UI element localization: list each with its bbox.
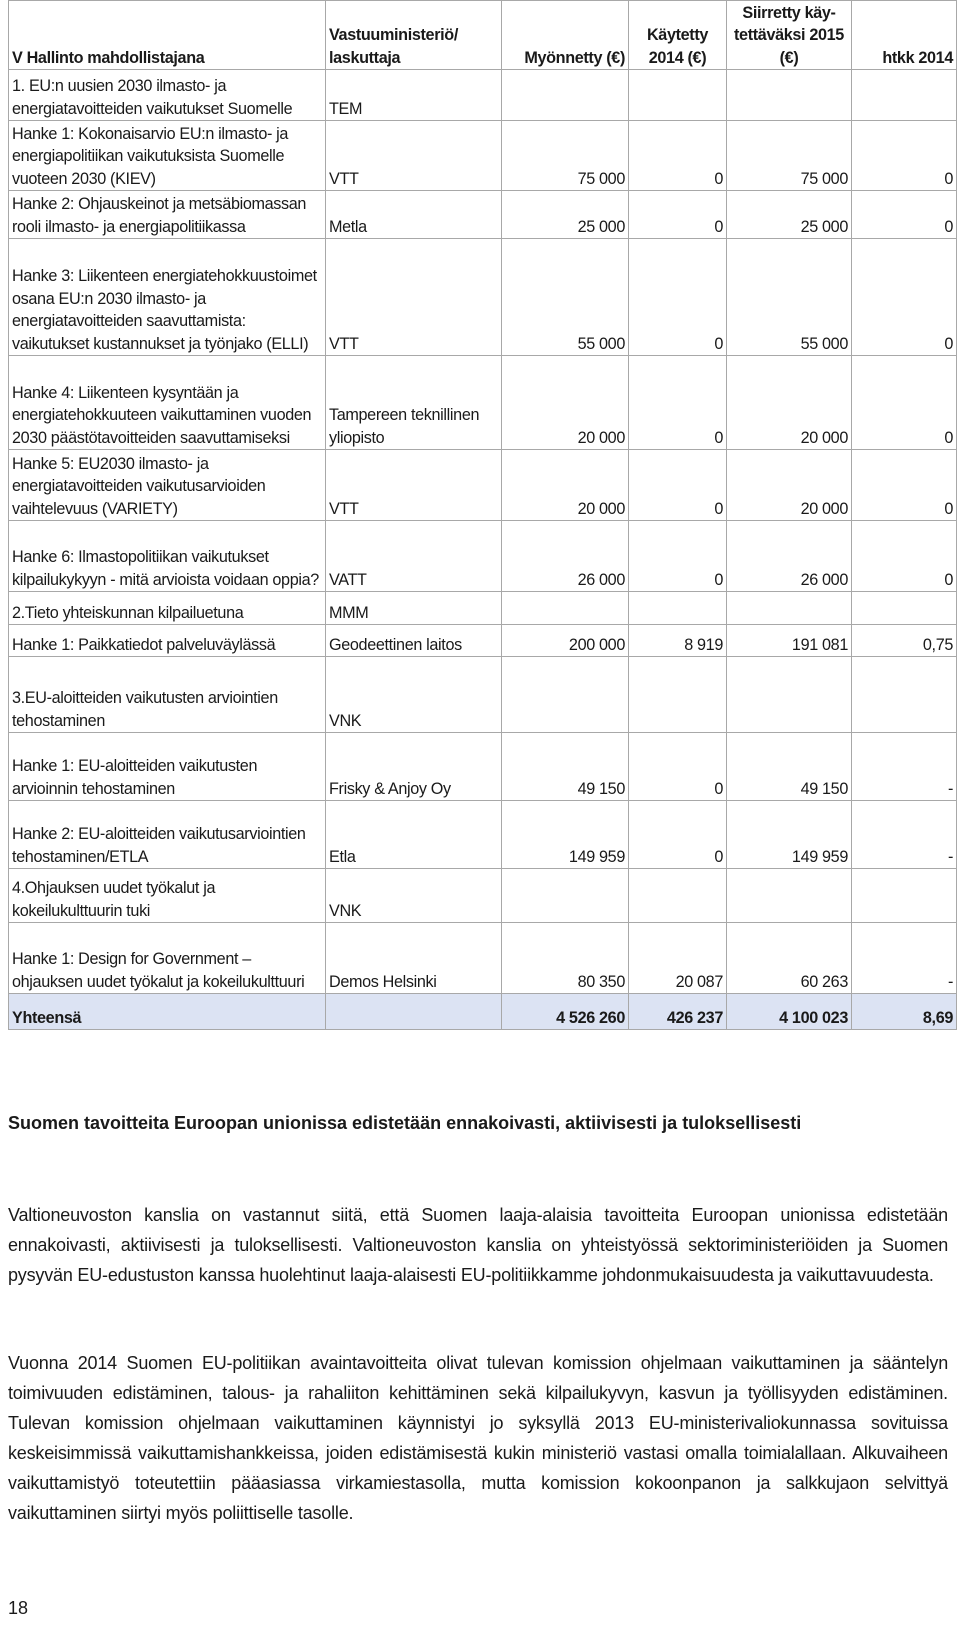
row-granted: 55 000 xyxy=(502,239,629,356)
total-used: 426 237 xyxy=(629,994,727,1030)
row-used: 0 xyxy=(629,191,727,239)
row-responsible: VNK xyxy=(326,657,502,733)
row-person-years: 0 xyxy=(852,356,957,450)
row-used xyxy=(629,869,727,923)
row-used: 0 xyxy=(629,733,727,801)
row-name: 1. EU:n uusien 2030 ilmasto- ja energiatavoitteiden vaikutukset Suomelle xyxy=(9,70,326,121)
row-transferred: 49 150 xyxy=(727,733,852,801)
row-granted: 49 150 xyxy=(502,733,629,801)
row-transferred: 25 000 xyxy=(727,191,852,239)
table-row xyxy=(9,625,957,657)
row-granted: 26 000 xyxy=(502,521,629,592)
row-transferred: 26 000 xyxy=(727,521,852,592)
row-responsible: Etla xyxy=(326,801,502,869)
row-person-years: 0 xyxy=(852,191,957,239)
row-used: 0 xyxy=(629,801,727,869)
header-person-years: htkk 2014 xyxy=(852,1,957,70)
header-granted: Myönnetty (€) xyxy=(502,1,629,70)
row-granted: 149 959 xyxy=(502,801,629,869)
row-responsible: TEM xyxy=(326,70,502,121)
row-transferred xyxy=(727,592,852,625)
row-name: Hanke 1: Design for Government – ohjauksen uudet työkalut ja kokeilukulttuuri xyxy=(9,923,326,994)
row-granted: 200 000 xyxy=(502,625,629,657)
header-used: Käytetty 2014 (€) xyxy=(629,1,727,70)
table-body xyxy=(9,70,957,1030)
row-person-years xyxy=(852,869,957,923)
total-label: Yhteensä xyxy=(9,994,326,1030)
row-name: Hanke 1: EU-aloitteiden vaikutusten arvioinnin tehostaminen xyxy=(9,733,326,801)
row-used: 0 xyxy=(629,121,727,191)
row-transferred: 20 000 xyxy=(727,356,852,450)
row-used xyxy=(629,592,727,625)
row-responsible: Demos Helsinki xyxy=(326,923,502,994)
table-row xyxy=(9,450,957,521)
header-section: V Hallinto mahdollistajana xyxy=(9,1,326,70)
table-row xyxy=(9,923,957,994)
row-granted xyxy=(502,869,629,923)
row-granted: 20 000 xyxy=(502,450,629,521)
row-used: 0 xyxy=(629,239,727,356)
total-granted: 4 526 260 xyxy=(502,994,629,1030)
page xyxy=(8,0,960,1618)
row-responsible: VTT xyxy=(326,121,502,191)
row-transferred xyxy=(727,869,852,923)
table-row xyxy=(9,191,957,239)
row-transferred xyxy=(727,657,852,733)
row-person-years: 0,75 xyxy=(852,625,957,657)
row-responsible: VATT xyxy=(326,521,502,592)
total-transferred: 4 100 023 xyxy=(727,994,852,1030)
section-heading: Suomen tavoitteita Euroopan unionissa edistetään ennakoivasti, aktiivisesti ja tuloksellisesti xyxy=(8,1113,802,1133)
row-responsible: Tampereen teknillinen yliopisto xyxy=(326,356,502,450)
row-person-years: 0 xyxy=(852,121,957,191)
total-responsible-empty xyxy=(326,994,502,1030)
row-responsible: Frisky & Anjoy Oy xyxy=(326,733,502,801)
total-row xyxy=(9,994,957,1030)
row-name: Hanke 5: EU2030 ilmasto- ja energiatavoitteiden vaikutusarvioiden vaihtelevuus (VARIETY) xyxy=(9,450,326,521)
row-granted: 20 000 xyxy=(502,356,629,450)
row-transferred: 55 000 xyxy=(727,239,852,356)
row-person-years: - xyxy=(852,923,957,994)
row-transferred: 149 959 xyxy=(727,801,852,869)
row-responsible: MMM xyxy=(326,592,502,625)
row-person-years: 0 xyxy=(852,450,957,521)
row-name: 2.Tieto yhteiskunnan kilpailuetuna xyxy=(9,592,326,625)
row-granted: 25 000 xyxy=(502,191,629,239)
row-granted xyxy=(502,70,629,121)
page-number: 18 xyxy=(8,1598,29,1618)
row-person-years xyxy=(852,657,957,733)
row-used: 20 087 xyxy=(629,923,727,994)
table-row xyxy=(9,657,957,733)
row-transferred: 191 081 xyxy=(727,625,852,657)
table-row xyxy=(9,70,957,121)
row-granted xyxy=(502,657,629,733)
row-person-years: 0 xyxy=(852,521,957,592)
row-used: 0 xyxy=(629,521,727,592)
row-name: 3.EU-aloitteiden vaikutusten arviointien tehostaminen xyxy=(9,657,326,733)
table-header-row xyxy=(9,1,957,70)
row-transferred: 60 263 xyxy=(727,923,852,994)
row-used: 0 xyxy=(629,450,727,521)
row-transferred xyxy=(727,70,852,121)
table-row xyxy=(9,801,957,869)
row-responsible: Metla xyxy=(326,191,502,239)
table-row xyxy=(9,521,957,592)
row-responsible: VTT xyxy=(326,239,502,356)
row-used xyxy=(629,657,727,733)
row-responsible: VNK xyxy=(326,869,502,923)
header-transferred: Siirretty käy-tettäväksi 2015 (€) xyxy=(727,1,852,70)
row-transferred: 20 000 xyxy=(727,450,852,521)
row-person-years xyxy=(852,592,957,625)
row-name: Hanke 2: EU-aloitteiden vaikutusarviointien tehostaminen/ETLA xyxy=(9,801,326,869)
budget-table xyxy=(8,0,957,1030)
row-granted xyxy=(502,592,629,625)
header-responsible: Vastuuministeriö/ laskuttaja xyxy=(326,1,502,70)
table-row xyxy=(9,239,957,356)
row-granted: 75 000 xyxy=(502,121,629,191)
row-used xyxy=(629,70,727,121)
row-name: Hanke 4: Liikenteen kysyntään ja energiatehokkuuteen vaikuttaminen vuoden 2030 päästötavoitteiden saavuttamiseksi xyxy=(9,356,326,450)
row-granted: 80 350 xyxy=(502,923,629,994)
table-row xyxy=(9,592,957,625)
row-person-years xyxy=(852,70,957,121)
row-used: 0 xyxy=(629,356,727,450)
body-paragraph: Valtioneuvoston kanslia on vastannut siitä, että Suomen laaja-alaisia tavoitteita Euroopan unionissa edistetään ennakoivasti, aktiivisesti ja tuloksellisesti. Valtioneuvoston kanslia on yhteistyössä sektoriministeriöiden ja Suomen pysyvän EU-edustuston kanssa huolehtinut laaja-alaisesti EU-politiikkamme johdonmukaisuudesta ja vaikuttavuudesta. xyxy=(8,1205,948,1285)
body-paragraph: Vuonna 2014 Suomen EU-politiikan avaintavoitteita olivat tulevan komission ohjelmaan vaikuttaminen ja sääntelyn toimivuuden edistäminen, talous- ja rahaliiton kehittäminen sekä kilpailukyvyn, kasvun ja työllisyyden edistäminen. Tulevan komission ohjelmaan vaikuttaminen käynnistyi jo syksyllä 2013 EU-ministerivaliokunnassa sovituissa keskeisimmissä vaikuttamishankkeissa, joiden edistämisestä kukin ministeriö vastasi omalla toimialallaan. Alkuvaiheen vaikuttamistyö toteutettiin pääasiassa virkamiestasolla, mutta komission kokoonpanon ja salkkujaon selvittyä vaikuttaminen siirtyi myös poliittiselle tasolle. xyxy=(8,1353,948,1523)
table-row xyxy=(9,356,957,450)
row-name: Hanke 1: Kokonaisarvio EU:n ilmasto- ja energiapolitiikan vaikutuksista Suomelle vuoteen 2030 (KIEV) xyxy=(9,121,326,191)
row-used: 8 919 xyxy=(629,625,727,657)
table-row xyxy=(9,121,957,191)
row-responsible: Geodeettinen laitos xyxy=(326,625,502,657)
row-person-years: - xyxy=(852,733,957,801)
row-name: Hanke 2: Ohjauskeinot ja metsäbiomassan rooli ilmasto- ja energiapolitiikassa xyxy=(9,191,326,239)
row-transferred: 75 000 xyxy=(727,121,852,191)
row-person-years: 0 xyxy=(852,239,957,356)
row-name: 4.Ohjauksen uudet työkalut ja kokeilukulttuurin tuki xyxy=(9,869,326,923)
row-name: Hanke 6: Ilmastopolitiikan vaikutukset kilpailukykyyn - mitä arvioista voidaan oppia? xyxy=(9,521,326,592)
row-responsible: VTT xyxy=(326,450,502,521)
table-row xyxy=(9,869,957,923)
total-person-years: 8,69 xyxy=(852,994,957,1030)
row-person-years: - xyxy=(852,801,957,869)
row-name: Hanke 1: Paikkatiedot palveluväylässä xyxy=(9,625,326,657)
row-name: Hanke 3: Liikenteen energiatehokkuustoimet osana EU:n 2030 ilmasto- ja energiatavoitteiden saavuttamista: vaikutukset kustannukset ja työnjako (ELLI) xyxy=(9,239,326,356)
table-row xyxy=(9,733,957,801)
